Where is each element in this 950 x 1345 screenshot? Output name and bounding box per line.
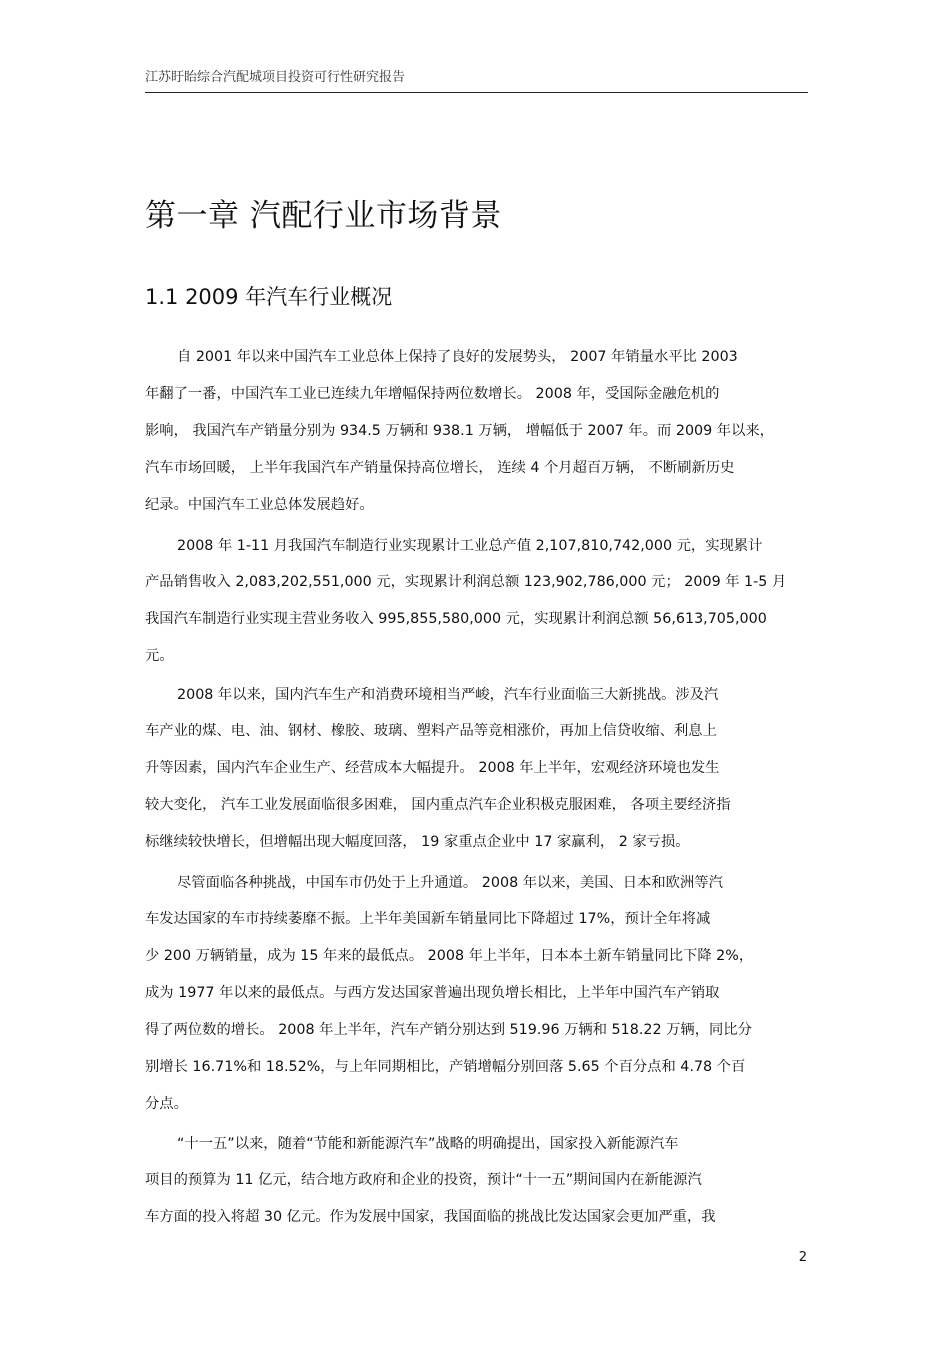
text-line: 汽车市场回暖， 上半年我国汽车产销量保持高位增长， 连续 4 个月超百万辆， 不断刷新历史 [145,460,735,476]
header-title: 江苏盱眙综合汽配城项目投资可行性研究报告 [145,70,406,85]
text-line: 标继续较快增长，但增幅出现大幅度回落， 19 家重点企业中 17 家赢利， 2 家亏损。 [145,834,690,850]
section-title: 1.1 2009 年汽车行业概况 [145,285,393,309]
text-line: 项目的预算为 11 亿元，结合地方政府和企业的投资，预计“十一五”期间国内在新能源汽 [145,1172,702,1188]
text-line: 尽管面临各种挑战，中国车市仍处于上升通道。 2008 年以来，美国、日本和欧洲等汽 [177,875,723,891]
text-line: 自 2001 年以来中国汽车工业总体上保持了良好的发展势头， 2007 年销量水平比 2003 [177,349,738,365]
page-header [145,66,808,93]
text-line: 少 200 万辆销量，成为 15 年来的最低点。 2008 年上半年，日本本土新车销量同比下降 2%， [145,948,754,964]
page-number: 2 [798,1250,807,1265]
text-line: 升等因素，国内汽车企业生产、经营成本大幅提升。 2008 年上半年，宏观经济环境也发生 [145,760,720,776]
text-line: 2008 年 1-11 月我国汽车制造行业实现累计工业总产值 2,107,810,742,000 元，实现累计 [177,538,763,554]
text-line: 车发达国家的车市持续萎靡不振。上半年美国新车销量同比下降超过 17%，预计全年将减 [145,911,711,927]
text-line: 2008 年以来，国内汽车生产和消费环境相当严峻，汽车行业面临三大新挑战。涉及汽 [177,687,719,703]
text-line: 影响， 我国汽车产销量分别为 934.5 万辆和 938.1 万辆， 增幅低于 2007 年。而 2009 年以来， [145,423,774,439]
text-line: 车产业的煤、电、油、钢材、橡胶、玻璃、塑料产品等竞相涨价，再加上信贷收缩、利息上 [145,723,717,739]
text-line: 别增长 16.71%和 18.52%，与上年同期相比，产销增幅分别回落 5.65 个百分点和 4.78 个百 [145,1059,746,1075]
text-line: “十一五”以来，随着“节能和新能源汽车”战略的明确提出，国家投入新能源汽车 [177,1136,679,1152]
text-line: 纪录。中国汽车工业总体发展趋好。 [145,497,374,513]
text-line: 车方面的投入将超 30 亿元。作为发展中国家，我国面临的挑战比发达国家会更加严重，我 [145,1209,716,1225]
text-line: 元。 [145,648,174,664]
text-line: 年翻了一番，中国汽车工业已连续九年增幅保持两位数增长。 2008 年，受国际金融危机的 [145,386,720,402]
text-line: 得了两位数的增长。 2008 年上半年，汽车产销分别达到 519.96 万辆和 518.22 万辆，同比分 [145,1022,752,1038]
text-line: 成为 1977 年以来的最低点。与西方发达国家普遍出现负增长相比，上半年中国汽车产销取 [145,985,720,1001]
chapter-title: 第一章 汽配行业市场背景 [145,198,502,234]
text-line: 产品销售收入 2,083,202,551,000 元，实现累计利润总额 123,902,786,000 元； 2009 年 1-5 月 [145,574,787,590]
text-line: 较大变化， 汽车工业发展面临很多困难， 国内重点汽车企业积极克服困难， 各项主要经济指 [145,797,731,813]
text-line: 我国汽车制造行业实现主营业务收入 995,855,580,000 元，实现累计利润总额 56,613,705,000 [145,611,767,627]
text-line: 分点。 [145,1096,188,1112]
